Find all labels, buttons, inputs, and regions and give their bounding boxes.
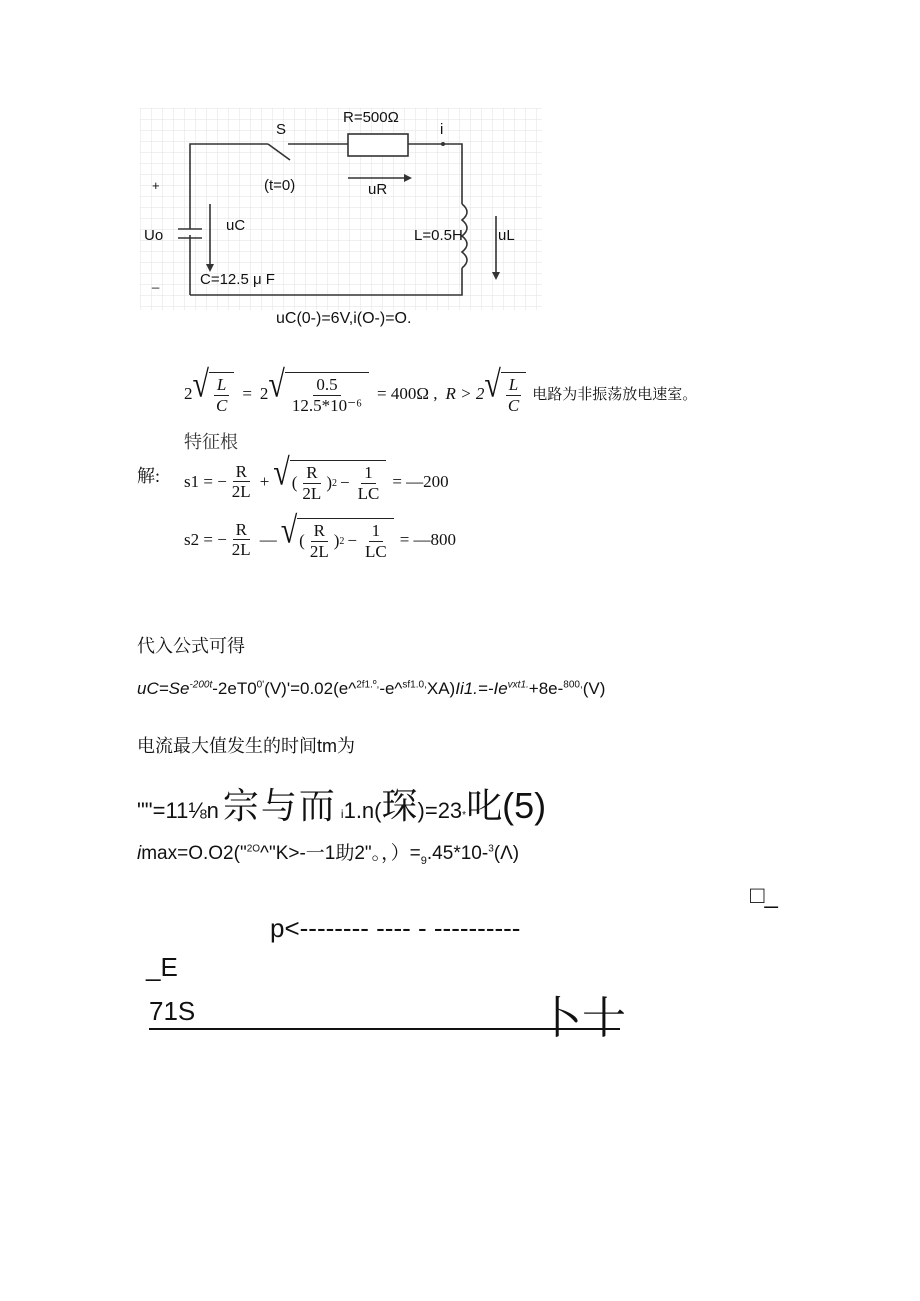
uc-sup-b: 0' bbox=[256, 679, 265, 691]
imax-part-c: ^"K>-一1助2"。，）= bbox=[260, 843, 421, 864]
frac-c: C bbox=[215, 395, 228, 415]
s1-plus: + bbox=[259, 471, 270, 491]
uc-sup-a: -200t bbox=[189, 679, 213, 691]
minus-sign: _ bbox=[152, 274, 160, 289]
s1-result: = —200 bbox=[392, 471, 449, 491]
eq1-result: = 400Ω , bbox=[377, 383, 438, 403]
s2-result: = —800 bbox=[399, 529, 457, 549]
eq1-condition: R > 2 bbox=[445, 383, 485, 403]
plus-sign: + bbox=[152, 178, 160, 193]
imax-sup-b: 2O bbox=[246, 843, 261, 855]
s2-r-2: R bbox=[311, 521, 328, 542]
uc-sup-d: 2f1.º, bbox=[356, 679, 380, 691]
resistor-symbol bbox=[348, 134, 408, 156]
uc-part-g: Ii1.=-Ie bbox=[455, 679, 508, 698]
uc-part-h: +8e- bbox=[528, 679, 564, 698]
frac-c-2: C bbox=[507, 395, 520, 415]
eq1-note: 电路为非振荡放电速室。 bbox=[532, 385, 698, 404]
sqrt-l-over-c: √ $\frac{L}{C}$ bbox=[193, 372, 235, 415]
s2-one: 1 bbox=[369, 521, 384, 542]
imax-part-e: (Λ) bbox=[493, 843, 520, 864]
uc-sup-e: sf1.0, bbox=[402, 679, 427, 691]
bottom-rule bbox=[149, 1028, 620, 1030]
frac-den-value: 12.5*10⁻⁶ bbox=[291, 395, 363, 415]
sqrt-l-over-c-2: √ $\frac{L}{C}$ bbox=[484, 372, 526, 415]
solve-label: 解: bbox=[137, 466, 161, 486]
eq1-coef-2: 2 bbox=[259, 383, 269, 403]
tm-part-a: ""=11⅛n bbox=[137, 798, 219, 823]
dashed-line-text: p<------‐‐ ---- ‐ ---------- bbox=[270, 913, 521, 943]
uc-sup-h: 800, bbox=[563, 679, 583, 691]
char-root-label: 特征根 bbox=[184, 432, 238, 452]
s1-r-2: R bbox=[303, 463, 320, 484]
uc-part-e: -e^ bbox=[379, 679, 403, 698]
e-mark: _E bbox=[146, 952, 178, 982]
frac-l-2: L bbox=[506, 375, 521, 396]
uc-part-f: XA) bbox=[426, 679, 456, 698]
uc-part-d: '=0.02(e^ bbox=[286, 679, 357, 698]
s1-2l-2: 2L bbox=[302, 483, 322, 503]
tm-label: 电流最大值发生的时间tm为 bbox=[137, 736, 355, 756]
imax-part-d: .45*10- bbox=[426, 843, 489, 864]
imax-sup-d: 3 bbox=[488, 843, 494, 855]
s2-equation: s2 = − $\frac{R}{2L}$ — √ ( $\frac{R}{2L}$ ) 2 − $\frac{1}{LC}$ = —800 bbox=[184, 510, 457, 561]
frac-l: L bbox=[214, 375, 229, 396]
s2-minus-sqrt: — bbox=[259, 529, 277, 549]
s1-equation: s1 = − $\frac{R}{2L}$ + √ ( $\frac{R}{2L}$ ) 2 − $\frac{1}{LC}$ = —200 bbox=[184, 452, 449, 503]
s1-2l: 2L bbox=[231, 482, 251, 502]
s2-lc: LC bbox=[364, 541, 387, 561]
circuit-diagram bbox=[140, 108, 542, 310]
substitute-label: 代入公式可得 bbox=[137, 636, 245, 656]
critical-resistance-equation bbox=[184, 364, 698, 415]
uc-part-i: (V) bbox=[582, 679, 606, 698]
uc-part-b: -2eT0 bbox=[212, 679, 257, 698]
eq1-coef: 2 bbox=[184, 383, 193, 403]
tm-part-b: 宗与而 bbox=[222, 786, 337, 826]
source-label: Uo bbox=[144, 227, 164, 244]
imax-part-b: max=O.O2(" bbox=[141, 843, 247, 864]
capacitor-label: C=12.5 μ F bbox=[200, 271, 275, 288]
resistor-label: R=500Ω bbox=[343, 109, 399, 126]
s1-minus: − bbox=[339, 473, 350, 493]
tm-sub-c: i bbox=[340, 807, 344, 821]
uc-sup-g: vxt1. bbox=[507, 679, 529, 691]
switch-label: S bbox=[276, 121, 287, 138]
s2-2l-2: 2L bbox=[309, 541, 329, 561]
frac-num-value: 0.5 bbox=[313, 375, 340, 396]
s2-2l: 2L bbox=[231, 540, 251, 560]
uc-formula bbox=[137, 679, 605, 699]
inductor-label: L=0.5H bbox=[414, 227, 463, 244]
initial-conditions: uC(0-)=6V,i(O-)=O. bbox=[276, 310, 412, 327]
imax-part-a: i bbox=[137, 843, 142, 864]
s2-minus: − bbox=[347, 531, 357, 551]
current-label: i bbox=[440, 121, 444, 138]
box-mark: □_ bbox=[750, 882, 778, 909]
bottom-left-text: 71S bbox=[149, 996, 196, 1026]
tm-sup-e: * bbox=[462, 810, 467, 821]
tm-formula bbox=[137, 778, 546, 829]
uc-part-c: (V) bbox=[264, 679, 287, 698]
ur-label: uR bbox=[368, 181, 388, 198]
s1-lc: LC bbox=[357, 483, 380, 503]
s2-r: R bbox=[233, 520, 250, 541]
tm-part-d: 琛 bbox=[381, 786, 418, 826]
s1-r: R bbox=[233, 462, 250, 483]
s1-lhs: s1 = − bbox=[184, 471, 227, 491]
s1-one: 1 bbox=[361, 463, 376, 484]
imax-sub-c: 9 bbox=[420, 854, 427, 867]
bottom-right-text: 卜十 bbox=[538, 994, 626, 1043]
tm-part-f: 叱(5) bbox=[466, 785, 547, 826]
tm-part-e: )=23 bbox=[417, 798, 463, 823]
uc-part-a: uC=Se bbox=[137, 679, 190, 698]
uc-label: uC bbox=[226, 217, 246, 234]
current-node bbox=[441, 142, 445, 146]
s2-lhs: s2 = − bbox=[184, 529, 227, 549]
eq1-equals: = bbox=[242, 383, 252, 403]
switch-time-label: (t=0) bbox=[264, 177, 296, 194]
tm-part-c: 1.n( bbox=[343, 798, 382, 823]
sqrt-numeric: √ $\frac{0.5}{\text{12.5*10⁻⁶}}$ bbox=[268, 372, 369, 415]
ul-label: uL bbox=[498, 227, 515, 244]
imax-formula bbox=[137, 838, 519, 867]
